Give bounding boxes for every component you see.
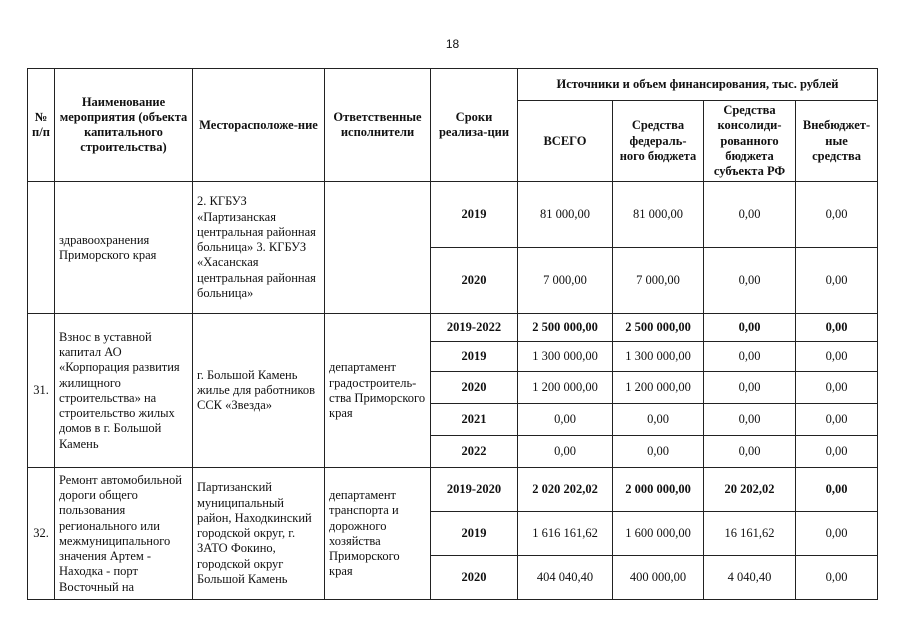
row-responsible: департамент градостроитель-ства Приморского края bbox=[325, 314, 431, 468]
row-federal: 0,00 bbox=[613, 404, 704, 436]
table-row bbox=[28, 314, 878, 342]
row-regional: 0,00 bbox=[704, 182, 796, 248]
row-total: 1 200 000,00 bbox=[518, 372, 613, 404]
header-sources: Источники и объем финансирования, тыс. рублей bbox=[518, 69, 878, 101]
row-federal: 7 000,00 bbox=[613, 248, 704, 314]
row-num bbox=[28, 182, 55, 314]
row-regional: 16 161,62 bbox=[704, 512, 796, 556]
row-year: 2019 bbox=[431, 342, 518, 372]
row-federal: 81 000,00 bbox=[613, 182, 704, 248]
row-year: 2019 bbox=[431, 512, 518, 556]
row-total: 0,00 bbox=[518, 436, 613, 468]
header-extra: Внебюджет-ные средства bbox=[796, 101, 878, 182]
header-period: Сроки реализа-ции bbox=[431, 69, 518, 182]
row-regional: 0,00 bbox=[704, 404, 796, 436]
row-year: 2019 bbox=[431, 182, 518, 248]
row-regional: 0,00 bbox=[704, 372, 796, 404]
row-extra: 0,00 bbox=[796, 182, 878, 248]
page-number: 18 bbox=[445, 37, 460, 51]
header-total: ВСЕГО bbox=[518, 101, 613, 182]
row-total: 2 500 000,00 bbox=[518, 314, 613, 342]
row-regional: 0,00 bbox=[704, 436, 796, 468]
header-regional: Средства консолиди-рованного бюджета субъекта РФ bbox=[704, 101, 796, 182]
row-extra: 0,00 bbox=[796, 248, 878, 314]
row-extra: 0,00 bbox=[796, 556, 878, 600]
row-location: 2. КГБУЗ «Партизанская центральная районная больница» 3. КГБУЗ «Хасанская центральная районная больница» bbox=[193, 182, 325, 314]
table-row bbox=[28, 182, 878, 248]
row-extra: 0,00 bbox=[796, 404, 878, 436]
header-responsible: Ответственные исполнители bbox=[325, 69, 431, 182]
row-extra: 0,00 bbox=[796, 512, 878, 556]
row-total: 81 000,00 bbox=[518, 182, 613, 248]
row-num: 32. bbox=[28, 468, 55, 600]
row-federal: 1 600 000,00 bbox=[613, 512, 704, 556]
row-federal: 2 000 000,00 bbox=[613, 468, 704, 512]
row-name: Взнос в уставной капитал АО «Корпорация развития жилищного строительства» на строительство жилых домов в г. Большой Камень bbox=[55, 314, 193, 468]
row-year: 2020 bbox=[431, 248, 518, 314]
row-extra: 0,00 bbox=[796, 372, 878, 404]
row-regional: 0,00 bbox=[704, 248, 796, 314]
row-extra: 0,00 bbox=[796, 436, 878, 468]
row-location: Партизанский муниципальный район, Находкинский городской округ, г. ЗАТО Фокино, городской округ Большой Камень bbox=[193, 468, 325, 600]
row-responsible: департамент транспорта и дорожного хозяйства Приморского края bbox=[325, 468, 431, 600]
row-year: 2022 bbox=[431, 436, 518, 468]
header-location: Месторасположе-ние bbox=[193, 69, 325, 182]
table-row bbox=[28, 468, 878, 512]
header-name: Наименование мероприятия (объекта капитального строительства) bbox=[55, 69, 193, 182]
row-year: 2019-2022 bbox=[431, 314, 518, 342]
row-total: 0,00 bbox=[518, 404, 613, 436]
row-regional: 0,00 bbox=[704, 314, 796, 342]
row-total: 7 000,00 bbox=[518, 248, 613, 314]
row-name: Ремонт автомобильной дороги общего пользования регионального или межмуниципального значения Артем - Находка - порт Восточный на bbox=[55, 468, 193, 600]
row-federal: 1 300 000,00 bbox=[613, 342, 704, 372]
row-year: 2020 bbox=[431, 372, 518, 404]
row-federal: 1 200 000,00 bbox=[613, 372, 704, 404]
row-year: 2019-2020 bbox=[431, 468, 518, 512]
row-year: 2020 bbox=[431, 556, 518, 600]
row-extra: 0,00 bbox=[796, 468, 878, 512]
row-year: 2021 bbox=[431, 404, 518, 436]
row-name: здравоохранения Приморского края bbox=[55, 182, 193, 314]
row-regional: 4 040,40 bbox=[704, 556, 796, 600]
row-location: г. Большой Камень жилье для работников ССК «Звезда» bbox=[193, 314, 325, 468]
row-extra: 0,00 bbox=[796, 314, 878, 342]
row-extra: 0,00 bbox=[796, 342, 878, 372]
row-federal: 0,00 bbox=[613, 436, 704, 468]
row-regional: 0,00 bbox=[704, 342, 796, 372]
row-num: 31. bbox=[28, 314, 55, 468]
row-total: 1 300 000,00 bbox=[518, 342, 613, 372]
row-responsible bbox=[325, 182, 431, 314]
row-total: 1 616 161,62 bbox=[518, 512, 613, 556]
row-total: 404 040,40 bbox=[518, 556, 613, 600]
header-num: № п/п bbox=[28, 69, 55, 182]
row-federal: 2 500 000,00 bbox=[613, 314, 704, 342]
row-federal: 400 000,00 bbox=[613, 556, 704, 600]
header-federal: Средства федераль-ного бюджета bbox=[613, 101, 704, 182]
row-total: 2 020 202,02 bbox=[518, 468, 613, 512]
financing-table bbox=[27, 68, 878, 600]
row-regional: 20 202,02 bbox=[704, 468, 796, 512]
